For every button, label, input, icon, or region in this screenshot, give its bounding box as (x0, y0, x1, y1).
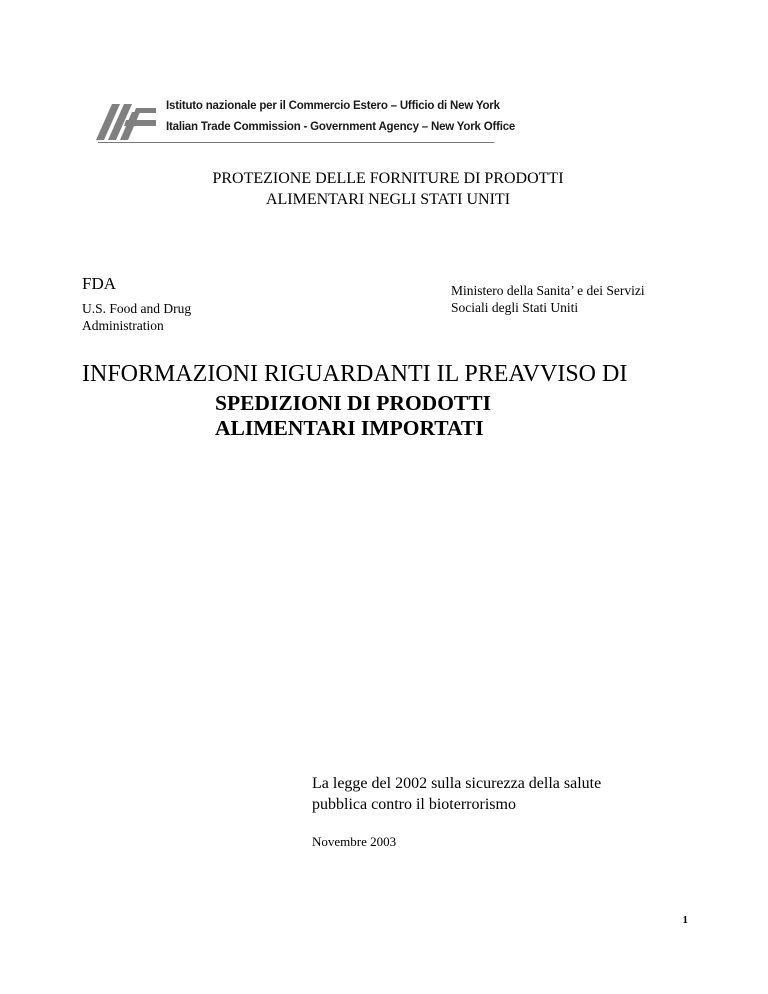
main-title-bold-line-2: ALIMENTARI IMPORTATI (215, 416, 484, 440)
ice-logo-icon (96, 96, 156, 140)
logo-line-english: Italian Trade Commission - Government Agency – New York Office (166, 121, 516, 133)
fda-subtitle (82, 300, 191, 334)
publication-date: Novembre 2003 (312, 834, 397, 849)
heading-line-2: ALIMENTARI NEGLI STATI UNITI (265, 191, 511, 208)
ministry-name (451, 282, 645, 316)
law-title-line-1: La legge del 2002 sulla sicurezza della salute (312, 775, 602, 792)
fda-title: FDA (82, 274, 117, 293)
logo-divider (98, 142, 494, 143)
main-title: INFORMAZIONI RIGUARDANTI IL PREAVVISO DI (82, 361, 628, 387)
fda-subtitle-line-2: Administration (82, 318, 164, 333)
fda-subtitle-line-1: U.S. Food and Drug (82, 301, 192, 316)
page-number: 1 (682, 914, 688, 926)
law-title (312, 773, 601, 815)
ministry-line-2: Sociali degli Stati Uniti (451, 300, 579, 315)
document-heading (0, 168, 768, 210)
ministry-line-1: Ministero della Sanita’ e dei Servizi (451, 283, 645, 298)
logo-line-italian: Istituto nazionale per il Commercio Estero – Ufficio di New York (166, 100, 500, 112)
header-logo (94, 96, 516, 146)
heading-line-1: PROTEZIONE DELLE FORNITURE DI PRODOTTI (212, 170, 564, 187)
main-title-bold-line-1: SPEDIZIONI DI PRODOTTI (215, 391, 491, 415)
law-title-line-2: pubblica contro il bioterrorismo (312, 796, 516, 813)
main-title-bold (215, 391, 491, 441)
